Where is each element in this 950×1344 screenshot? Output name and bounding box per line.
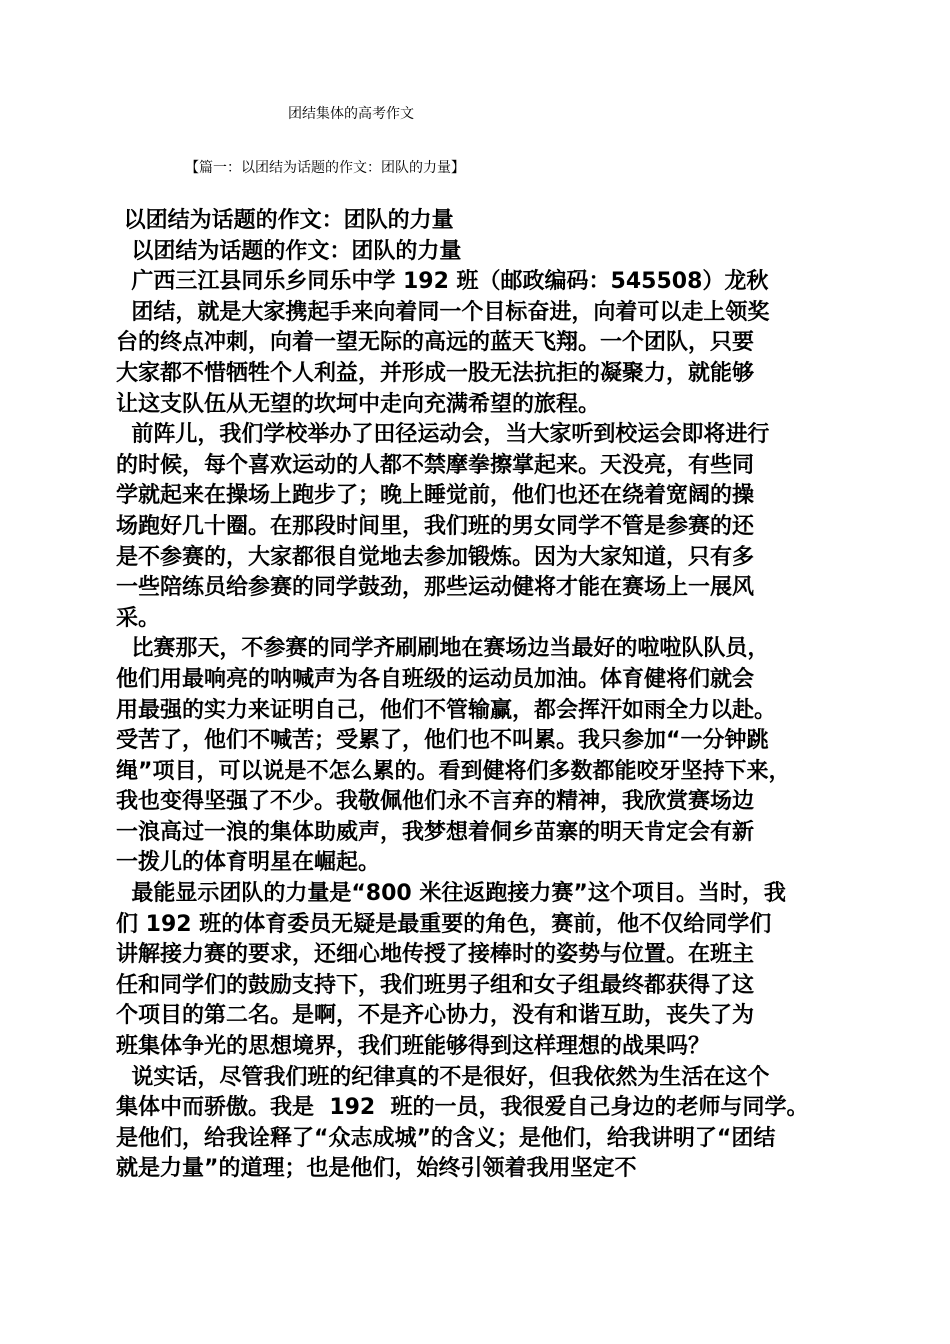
essay-line: 台的终点冲刺，向着一望无际的高远的蓝天飞翔。一个团队，只要 <box>116 330 755 356</box>
essay-line: 讲解接力赛的要求，还细心地传授了接棒时的姿势与位置。在班主 <box>116 942 755 968</box>
essay-line: 个项目的第二名。是啊，不是齐心协力，没有和谐互助，丧失了为 <box>116 1003 755 1029</box>
section-heading: 【篇一：以团结为话题的作文：团队的力量】 <box>185 160 465 176</box>
essay-line: 绳”项目，可以说是不怎么累的。看到健将们多数都能咬牙坚持下来， <box>116 758 791 784</box>
essay-line: 我也变得坚强了不少。我敬佩他们永不言弃的精神，我欣赏赛场边 <box>116 789 755 815</box>
essay-line: 一些陪练员给参赛的同学鼓劲，那些运动健将才能在赛场上一展风 <box>116 575 755 601</box>
essay-line: 班集体争光的思想境界，我们班能够得到这样理想的战果吗？ <box>116 1034 711 1060</box>
essay-line: 是他们，给我诠释了“众志成城”的含义；是他们，给我讲明了“团结 <box>116 1125 776 1151</box>
essay-line: 受苦了，他们不喊苦；受累了，他们也不叫累。我只参加“一分钟跳 <box>116 728 769 754</box>
essay-body <box>116 206 836 1185</box>
essay-line: 一浪高过一浪的集体助威声，我梦想着侗乡苗寨的明天肯定会有新 <box>116 819 755 845</box>
essay-line: 他们用最响亮的呐喊声为各自班级的运动员加油。体育健将们就会 <box>116 666 755 692</box>
essay-line: 集体中而骄傲。我是 192 班的一员，我很爱自己身边的老师与同学。 <box>116 1095 809 1121</box>
essay-line: 前阵儿，我们学校举办了田径运动会，当大家听到校运会即将进行 <box>116 422 770 448</box>
essay-line: 用最强的实力来证明自己，他们不管输赢，都会挥汗如雨全力以赴。 <box>116 697 777 723</box>
essay-line: 学就起来在操场上跑步了；晚上睡觉前，他们也还在绕着宽阔的操 <box>116 483 755 509</box>
essay-line: 任和同学们的鼓励支持下，我们班男子组和女子组最终都获得了这 <box>116 972 755 998</box>
essay-line: 采。 <box>116 605 161 631</box>
essay-line: 是不参赛的，大家都很自觉地去参加锻炼。因为大家知道，只有多 <box>116 544 755 570</box>
document-title: 团结集体的高考作文 <box>288 106 414 122</box>
essay-line: 们 192 班的体育委员无疑是最重要的角色，赛前，他不仅给同学们 <box>116 911 772 937</box>
essay-line: 大家都不惜牺牲个人利益，并形成一股无法抗拒的凝聚力，就能够 <box>116 360 755 386</box>
essay-line: 就是力量”的道理；也是他们，始终引领着我用坚定不 <box>116 1156 637 1182</box>
essay-line: 的时候，每个喜欢运动的人都不禁摩拳擦掌起来。天没亮，有些同 <box>116 452 755 478</box>
essay-line: 最能显示团队的力量是“800 米往返跑接力赛”这个项目。当时，我 <box>116 881 786 907</box>
essay-line: 一拨儿的体育明星在崛起。 <box>116 850 381 876</box>
essay-line: 比赛那天，不参赛的同学齐刷刷地在赛场边当最好的啦啦队队员， <box>116 636 770 662</box>
essay-line: 让这支队伍从无望的坎坷中走向充满希望的旅程。 <box>116 391 601 417</box>
essay-line: 团结，就是大家携起手来向着同一个目标奋进，向着可以走上领奖 <box>116 299 770 325</box>
essay-line: 广西三江县同乐乡同乐中学 192 班（邮政编码：545508）龙秋 <box>116 269 769 295</box>
essay-line: 说实话，尽管我们班的纪律真的不是很好，但我依然为生活在这个 <box>116 1064 770 1090</box>
essay-line: 场跑好几十圈。在那段时间里，我们班的男女同学不管是参赛的还 <box>116 513 755 539</box>
essay-line: 以团结为话题的作文：团队的力量 <box>116 238 462 264</box>
essay-line: 以团结为话题的作文：团队的力量 <box>116 208 454 233</box>
